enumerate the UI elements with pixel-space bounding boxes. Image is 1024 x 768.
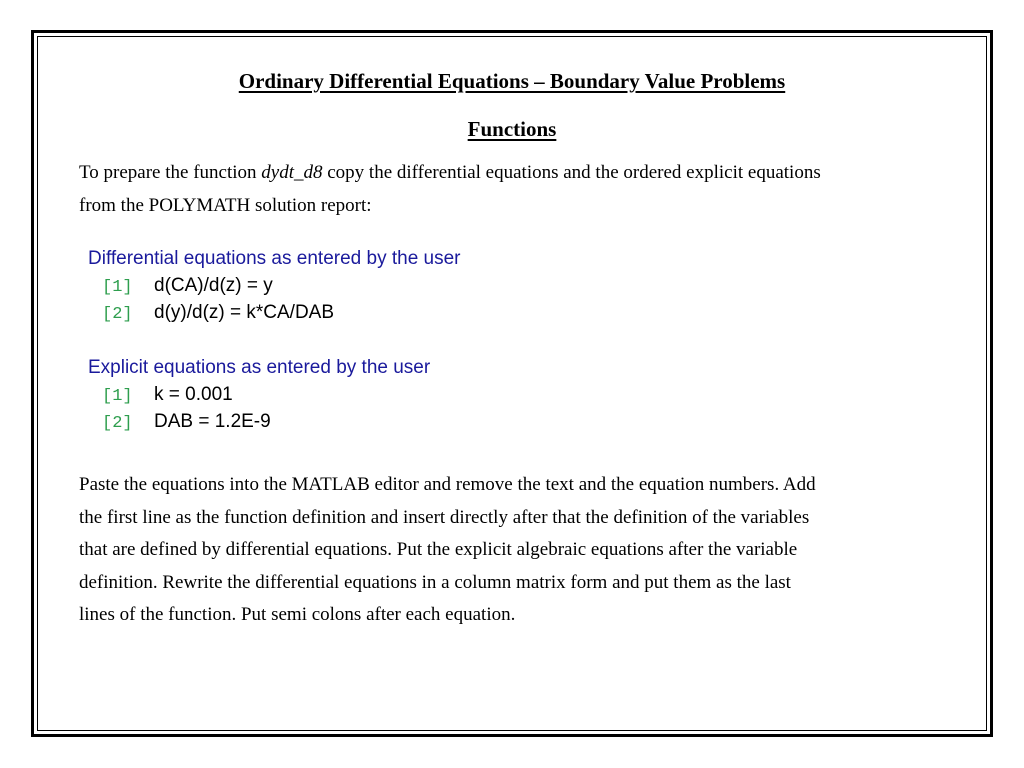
function-name: dydt_d8 — [261, 162, 323, 183]
instructions-line: lines of the function. Put semi colons after each equation. — [79, 604, 516, 625]
page-subtitle: Functions — [467, 117, 557, 141]
intro-paragraph — [79, 157, 979, 222]
explicit-equations-block — [88, 355, 430, 435]
page-title: Ordinary Differential Equations – Boundary Value Problems — [238, 69, 786, 93]
equation-number: [1] — [102, 278, 133, 297]
instructions-line: Paste the equations into the MATLAB editor and remove the text and the equation numbers. Add — [79, 474, 816, 495]
equation-text: d(y)/d(z) = k*CA/DAB — [154, 302, 335, 323]
equation-line — [88, 272, 461, 299]
equation-number: [2] — [102, 305, 133, 324]
equation-text: d(CA)/d(z) = y — [154, 275, 273, 296]
equation-line — [88, 381, 430, 408]
differential-equations-heading: Differential equations as entered by the user — [88, 248, 461, 269]
explicit-equations-heading: Explicit equations as entered by the user — [88, 357, 431, 378]
instructions-paragraph — [79, 469, 979, 632]
instructions-line: that are defined by differential equations. Put the explicit algebraic equations after the variable — [79, 539, 798, 560]
differential-equations-block — [88, 246, 461, 326]
equation-text: k = 0.001 — [154, 384, 233, 405]
equation-line — [88, 299, 461, 326]
instructions-line: the first line as the function definition and insert directly after that the definition of the variables — [79, 506, 810, 528]
equation-line — [88, 408, 430, 435]
equation-number: [2] — [102, 414, 133, 433]
intro-text-after: copy the differential equations and the ordered explicit equations — [322, 162, 821, 183]
intro-text-line2: from the POLYMATH solution report: — [79, 194, 372, 216]
equation-text: DAB = 1.2E-9 — [154, 411, 271, 432]
instructions-line: definition. Rewrite the differential equations in a column matrix form and put them as the last — [79, 571, 791, 593]
equation-number: [1] — [102, 387, 133, 406]
intro-text-before: To prepare the function — [79, 162, 262, 183]
